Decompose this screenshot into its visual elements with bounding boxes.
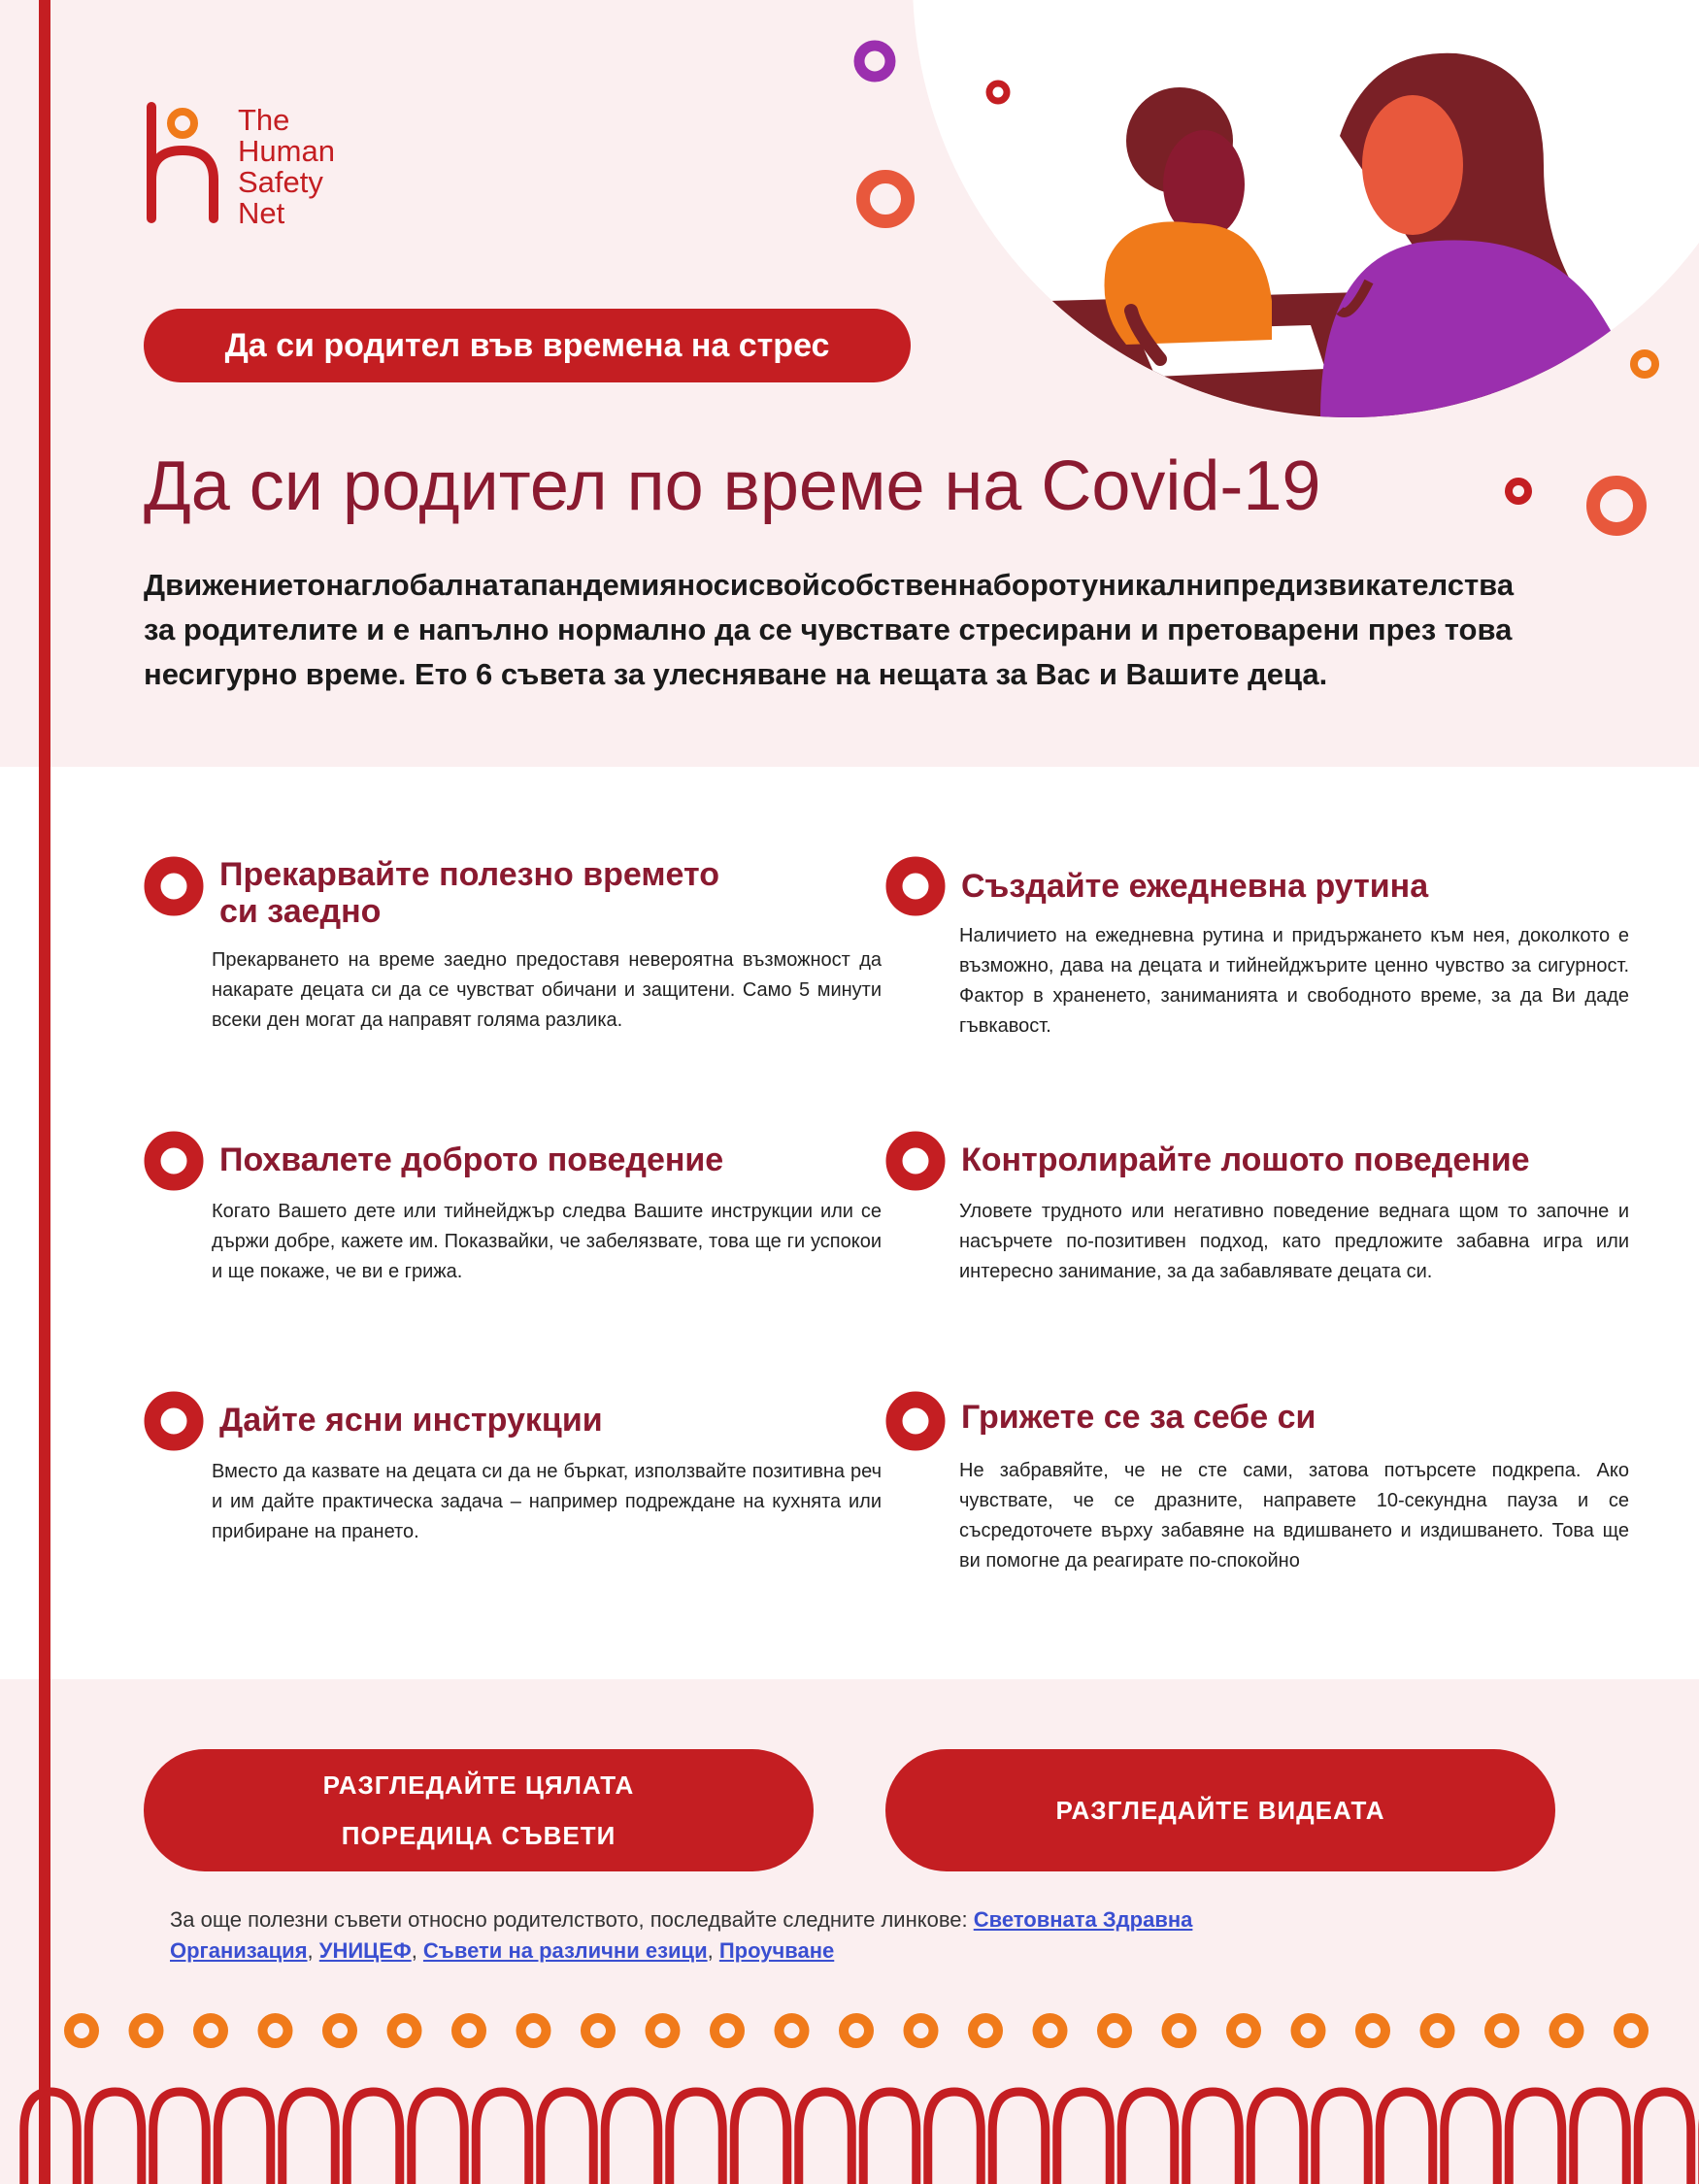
page-title: Да си родител по време на Covid-19 — [144, 447, 1321, 525]
tip-title: Прекарвайте полезно времето си заедно — [219, 856, 719, 930]
bullet-ring-icon — [885, 1131, 946, 1191]
more-info-text: За още полезни съвети относно родителството, последвайте следните линкове: Световната Здравна Организация, УНИЦЕФ, Съвети на различни езици, Проучване — [170, 1907, 1193, 1963]
tip-card — [885, 1391, 1629, 1585]
link-who[interactable]: Световната Здравна Организация — [170, 1907, 1193, 1963]
tip-body: Наличието на ежедневна рутина и придържането към нея, доколкото е възможно, дава на децата и тийнейджърите ценно чувство за сигурност. Фактор в храненето, заниманията и свободното време, за да Ви даде гъвкавост. — [959, 925, 1629, 1037]
tip-body: Не забравяйте, че не сте сами, затова потърсете подкрепа. Ако чувствате, че се дразните, направете 10-секундна пауза и се съсредоточете върху забавяне на вдишването и издишването. Това ще ви помогне да реагирате по-спокойно — [959, 1460, 1629, 1572]
topic-tag: Да си родител във времена на стрес — [144, 309, 911, 382]
tip-title: Контролирайте лошото поведение — [961, 1142, 1530, 1178]
bullet-ring-icon — [885, 1391, 946, 1451]
footer-decoration-icon — [0, 1990, 1699, 2184]
orange-ring-icon — [1584, 474, 1649, 538]
hsn-logo-icon — [144, 102, 231, 223]
link-research[interactable]: Проучване — [718, 1938, 835, 1963]
link-languages[interactable]: Съвети на различни езици — [422, 1938, 708, 1963]
orange-ring-icon — [1627, 347, 1662, 381]
tip-card — [885, 856, 1629, 1070]
orange-ring-icon — [854, 168, 916, 230]
tip-body: Уловете трудното или негативно поведение веднага щом то започне и насърчете по-позитивен подход, като предложите забавна игра или интересно занимание, за да забавлявате децата си. — [959, 1201, 1629, 1282]
bullet-ring-icon — [144, 1131, 204, 1191]
tip-card — [885, 1131, 1629, 1325]
tip-card — [144, 856, 882, 1070]
link-unicef[interactable]: УНИЦЕФ — [318, 1938, 412, 1963]
red-ring-icon — [1503, 476, 1534, 507]
tip-title: Грижете се за себе си — [961, 1399, 1316, 1436]
view-series-button[interactable]: РАЗГЛЕДАЙТЕ ЦЯЛАТА ПОРЕДИЦА СЪВЕТИ — [144, 1749, 814, 1871]
purple-ring-icon — [852, 39, 897, 83]
intro-text: Движениетонаглобалнатапандемияносисвойсобственнаборотуникалнипредизвикателства за родителите и е напълно нормално да се чувствате стресирани и претоварени през това несигурно време. Ето 6 съвета за улесняване на нещата за Вас и Вашите деца. — [144, 568, 1515, 691]
tip-title: Дайте ясни инструкции — [219, 1402, 603, 1439]
tip-card — [144, 1131, 882, 1325]
accent-vertical-line — [39, 0, 50, 2184]
bullet-ring-icon — [144, 1391, 204, 1451]
tip-body: Вместо да казвате на децата си да не бъркат, използвайте позитивна реч и им дайте практическа задача – например подреждане на кухнята или прибиране на прането. — [212, 1461, 882, 1542]
tip-body: Прекарването на време заедно предоставя невероятна възможност да накарате децата си да се чувстват обичани и защитени. Само 5 минути всеки ден могат да направят голяма разлика. — [212, 949, 882, 1031]
view-videos-button[interactable]: РАЗГЛЕДАЙТЕ ВИДЕАТА — [885, 1749, 1555, 1871]
tip-title: Похвалете доброто поведение — [219, 1142, 724, 1178]
bullet-ring-icon — [885, 856, 946, 916]
brand-name: The Human Safety Net — [238, 103, 335, 230]
red-ring-icon — [983, 78, 1013, 107]
tip-title: Създайте ежедневна рутина — [961, 868, 1429, 905]
tip-body: Когато Вашето дете или тийнейджър следва Вашите инструкции или се държи добре, кажете им. Показвайки, че забелязвате, това ще ги успокои и ще покаже, че ви е грижа. — [212, 1201, 882, 1282]
tip-card — [144, 1391, 882, 1585]
bullet-ring-icon — [144, 856, 204, 916]
